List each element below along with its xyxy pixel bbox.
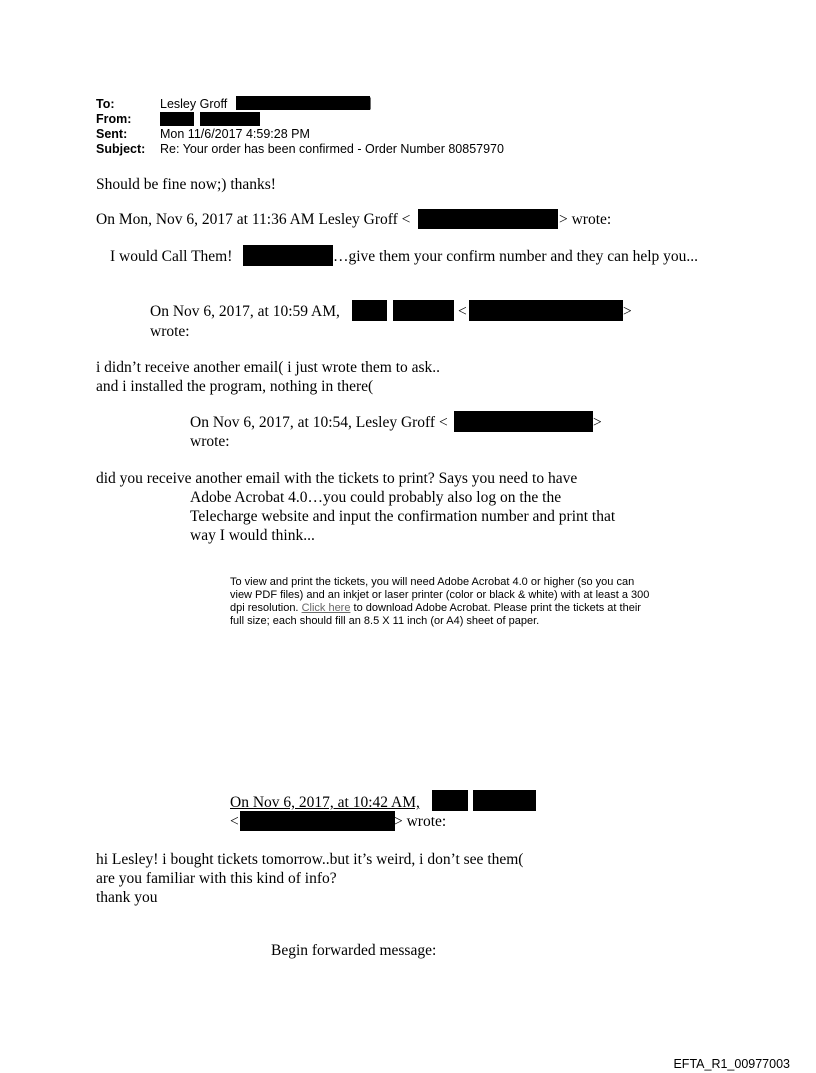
quote4-wrote: > wrote: (394, 813, 447, 830)
quote1-text-post: …give them your confirm number and they can help you... (333, 248, 699, 265)
quote3-text1: did you receive another email with the tickets to print? Says you need to have (96, 470, 578, 487)
redaction-from-first (160, 112, 194, 126)
redaction-q4-first (432, 790, 468, 811)
notice-line3 (230, 602, 641, 615)
quote1-text-pre: I would Call Them! (110, 248, 233, 265)
redaction-from-last (200, 112, 260, 126)
subject-value: Re: Your order has been confirmed - Order Number 80857970 (160, 142, 504, 156)
redaction-to-email (236, 96, 370, 110)
notice-line1: To view and print the tickets, you will need Adobe Acrobat 4.0 or higher (so you can (230, 576, 635, 588)
quote4-lt: < (230, 813, 239, 830)
quote4-header: On Nov 6, 2017, at 10:42 AM, (230, 794, 420, 811)
quote1-wrote: > wrote: (559, 211, 612, 228)
quote3-header: On Nov 6, 2017, at 10:54, Lesley Groff < (190, 414, 448, 431)
quote2-lt: < (458, 303, 467, 320)
forwarded-message-heading: Begin forwarded message: (271, 942, 437, 959)
quote1-header: On Mon, Nov 6, 2017 at 11:36 AM Lesley Groff < (96, 211, 411, 228)
to-value: Lesley Groff (160, 97, 228, 111)
quote4-text3: thank you (96, 889, 158, 906)
redaction-q2-email (469, 300, 623, 321)
notice-line3-pre: dpi resolution. (230, 602, 299, 614)
to-label: To: (96, 97, 115, 111)
subject-label: Subject: (96, 142, 146, 156)
quote3-wrote: wrote: (190, 433, 230, 450)
sent-value: Mon 11/6/2017 4:59:28 PM (160, 127, 310, 141)
notice-line4: full size; each should fill an 8.5 X 11 inch (or A4) sheet of paper. (230, 615, 540, 627)
to-bracket: ] (368, 96, 372, 110)
quote2-text2: and i installed the program, nothing in there( (96, 378, 374, 395)
sent-label: Sent: (96, 127, 128, 141)
from-label: From: (96, 112, 132, 126)
quote4-text1: hi Lesley! i bought tickets tomorrow..but it’s weird, i don’t see them( (96, 851, 524, 868)
redaction-q3-email (454, 411, 593, 432)
redaction-q2-last (393, 300, 454, 321)
redaction-q4-email (240, 811, 395, 831)
document-id: EFTA_R1_00977003 (673, 1057, 790, 1071)
quote2-wrote: wrote: (150, 323, 190, 340)
quote3-text4: way I would think... (190, 527, 315, 544)
redaction-q1-phone (243, 245, 333, 266)
notice-line3-post: to download Adobe Acrobat. Please print the tickets at their (353, 602, 641, 614)
notice-line2: view PDF files) and an inkjet or laser printer (color or black & white) with at least a 300 (230, 589, 650, 601)
quote3-gt: > (593, 414, 602, 431)
quote2-header: On Nov 6, 2017, at 10:59 AM, (150, 303, 340, 320)
redaction-q2-first (352, 300, 387, 321)
quote2-text1: i didn’t receive another email( i just wrote them to ask.. (96, 359, 441, 376)
download-acrobat-link[interactable]: Click here (301, 602, 351, 614)
quote4-text2: are you familiar with this kind of info? (96, 870, 337, 887)
quote3-text2: Adobe Acrobat 4.0…you could probably also log on the the (190, 489, 562, 506)
reply-line: Should be fine now;) thanks! (96, 176, 276, 193)
quote2-gt: > (623, 303, 632, 320)
redaction-q4-last (473, 790, 536, 811)
redaction-q1-email (418, 209, 558, 229)
quote3-text3: Telecharge website and input the confirmation number and print that (190, 508, 616, 525)
